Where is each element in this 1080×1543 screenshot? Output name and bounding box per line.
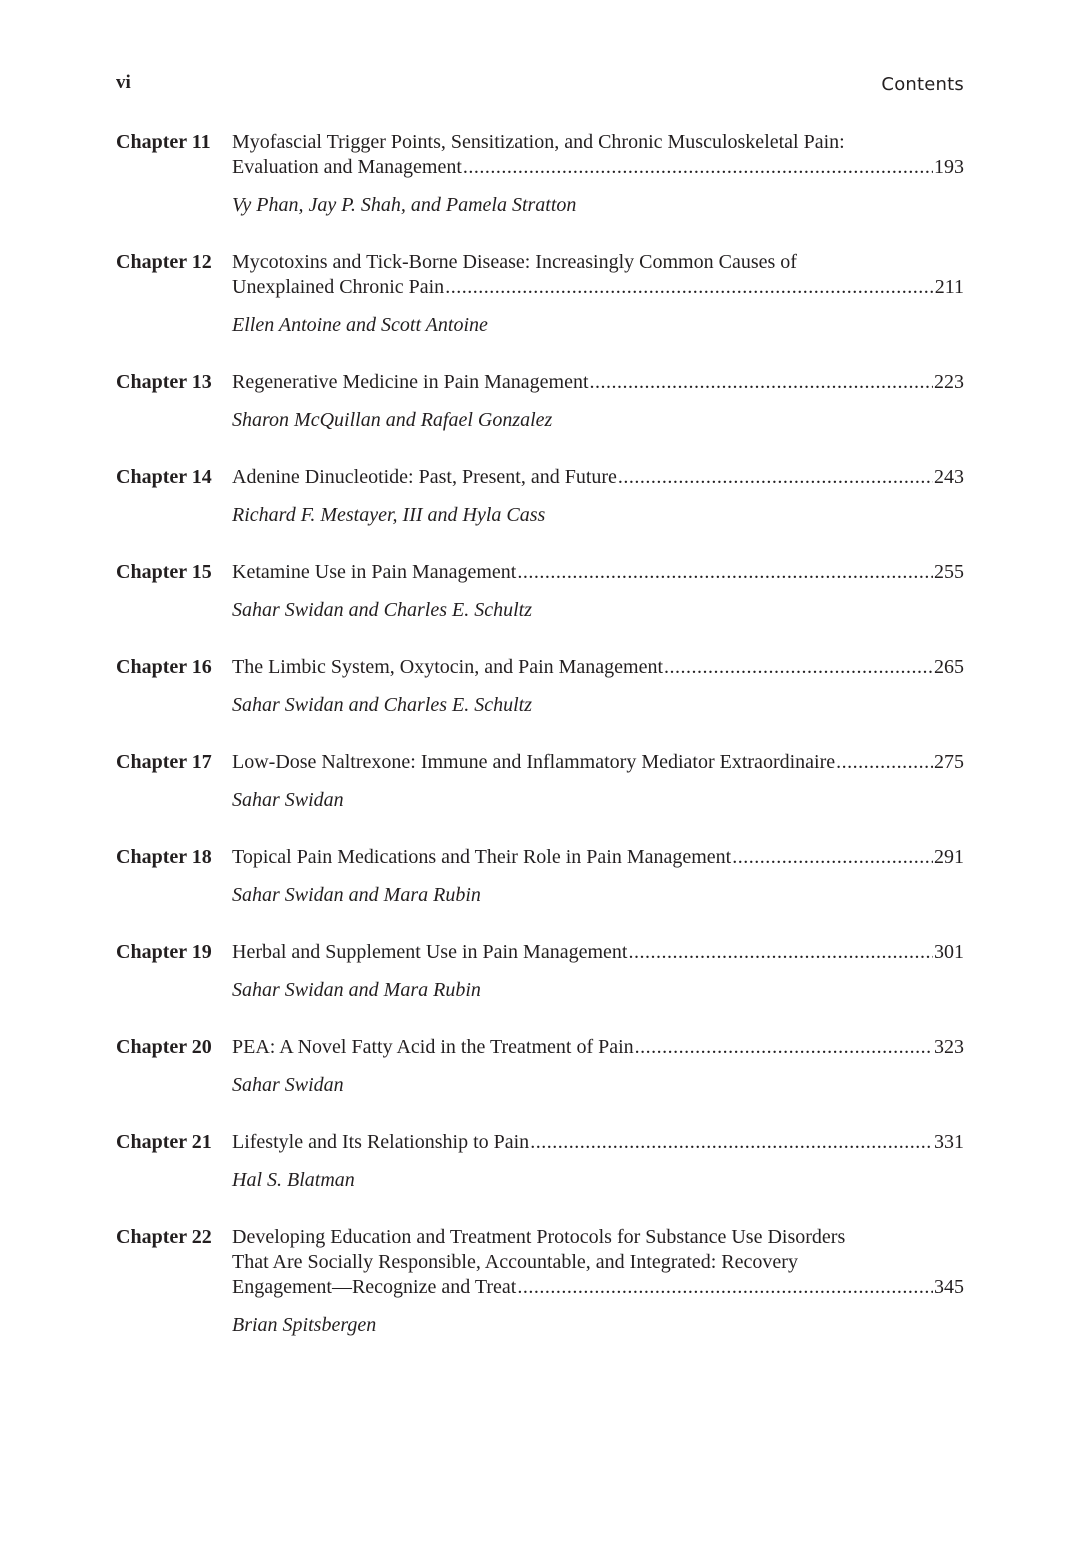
chapter-authors: Sharon McQuillan and Rafael Gonzalez: [232, 409, 553, 431]
chapter-label: Chapter 16: [116, 656, 212, 678]
chapter-title-last-line: [232, 845, 964, 870]
toc-entry[interactable]: [116, 465, 964, 528]
dot-leader: [590, 370, 933, 395]
chapter-title-text: Lifestyle and Its Relationship to Pain: [232, 1131, 530, 1153]
chapter-title-text: Engagement—Recognize and Treat: [232, 1276, 517, 1298]
chapter-title: [232, 655, 964, 680]
dot-leader: [530, 1130, 933, 1155]
chapter-title-text: Regenerative Medicine in Pain Management: [232, 371, 589, 393]
chapter-title-last-line: [232, 465, 964, 490]
chapter-title-last-line: [232, 750, 964, 775]
chapter-title-last-line: [232, 655, 964, 680]
chapter-title: [232, 1035, 964, 1060]
chapter-title-text: Evaluation and Management: [232, 156, 462, 178]
chapter-body: [232, 1225, 964, 1338]
toc-entry[interactable]: [116, 370, 964, 433]
chapter-authors: Sahar Swidan and Mara Rubin: [232, 979, 481, 1001]
chapter-title-line: Developing Education and Treatment Protocols for Substance Use Disorders: [232, 1226, 846, 1248]
dot-leader: [463, 155, 933, 180]
chapter-title: [232, 1130, 964, 1155]
chapter-body: [232, 1035, 964, 1098]
chapter-label: Chapter 17: [116, 751, 212, 773]
dot-leader: [664, 655, 933, 680]
chapter-label: Chapter 18: [116, 846, 212, 868]
chapter-title: [232, 370, 964, 395]
toc-entry[interactable]: [116, 845, 964, 908]
chapter-label: Chapter 19: [116, 941, 212, 963]
chapter-label: Chapter 13: [116, 371, 212, 393]
chapter-title: [232, 250, 964, 300]
chapter-title-last-line: [232, 1275, 964, 1300]
chapter-label: Chapter 22: [116, 1226, 212, 1248]
chapter-body: [232, 370, 964, 433]
page-reference[interactable]: 223: [934, 371, 964, 393]
chapter-label: Chapter 11: [116, 131, 211, 153]
chapter-title-line: That Are Socially Responsible, Accountable, and Integrated: Recovery: [232, 1251, 798, 1273]
chapter-title: [232, 750, 964, 775]
page-reference[interactable]: 193: [934, 156, 964, 178]
chapter-label: Chapter 14: [116, 466, 212, 488]
toc-entry[interactable]: [116, 1035, 964, 1098]
dot-leader: [517, 560, 933, 585]
chapter-body: [232, 940, 964, 1003]
toc-entry[interactable]: [116, 250, 964, 338]
chapter-label: Chapter 15: [116, 561, 212, 583]
chapter-authors: Hal S. Blatman: [232, 1169, 355, 1191]
chapter-title-text: Herbal and Supplement Use in Pain Management: [232, 941, 628, 963]
chapter-title-last-line: [232, 560, 964, 585]
chapter-body: [232, 465, 964, 528]
toc-entry[interactable]: [116, 940, 964, 1003]
chapter-title-line: Myofascial Trigger Points, Sensitization, and Chronic Musculoskeletal Pain:: [232, 131, 845, 153]
page-reference[interactable]: 301: [934, 941, 964, 963]
dot-leader: [732, 845, 933, 870]
chapter-title-text: PEA: A Novel Fatty Acid in the Treatment of Pain: [232, 1036, 634, 1058]
page-reference[interactable]: 275: [934, 751, 964, 773]
page-reference[interactable]: 323: [934, 1036, 964, 1058]
chapter-authors: Ellen Antoine and Scott Antoine: [232, 314, 488, 336]
page-reference[interactable]: 255: [934, 561, 964, 583]
chapter-label: Chapter 21: [116, 1131, 212, 1153]
dot-leader: [618, 465, 933, 490]
chapter-body: [232, 845, 964, 908]
page-reference[interactable]: 291: [934, 846, 964, 868]
chapter-authors: Sahar Swidan and Charles E. Schultz: [232, 694, 533, 716]
toc-entry[interactable]: [116, 655, 964, 718]
chapter-body: [232, 750, 964, 813]
table-of-contents: [116, 130, 964, 1338]
chapter-title-text: Unexplained Chronic Pain: [232, 276, 445, 298]
chapter-body: [232, 1130, 964, 1193]
toc-entry[interactable]: [116, 750, 964, 813]
chapter-body: [232, 560, 964, 623]
chapter-body: [232, 130, 964, 218]
running-head: Contents: [881, 74, 964, 95]
chapter-authors: Sahar Swidan: [232, 789, 344, 811]
chapter-title-last-line: [232, 940, 964, 965]
chapter-authors: Richard F. Mestayer, III and Hyla Cass: [232, 504, 546, 526]
page-reference[interactable]: 265: [934, 656, 964, 678]
chapter-title-last-line: [232, 370, 964, 395]
chapter-title-text: Low-Dose Naltrexone: Immune and Inflammatory Mediator Extraordinaire: [232, 751, 836, 773]
chapter-title-last-line: [232, 1035, 964, 1060]
chapter-title: [232, 130, 964, 180]
page-reference[interactable]: 345: [934, 1276, 964, 1298]
chapter-body: [232, 655, 964, 718]
toc-entry[interactable]: [116, 1225, 964, 1338]
page-reference[interactable]: 243: [934, 466, 964, 488]
toc-entry[interactable]: [116, 130, 964, 218]
dot-leader: [445, 275, 934, 300]
dot-leader: [836, 750, 933, 775]
page-reference[interactable]: 331: [934, 1131, 964, 1153]
dot-leader: [628, 940, 933, 965]
page-number: vi: [116, 72, 131, 93]
dot-leader: [635, 1035, 933, 1060]
chapter-body: [232, 250, 964, 338]
chapter-title: [232, 465, 964, 490]
chapter-title: [232, 560, 964, 585]
chapter-title: [232, 940, 964, 965]
chapter-title-text: The Limbic System, Oxytocin, and Pain Management: [232, 656, 664, 678]
chapter-authors: Sahar Swidan: [232, 1074, 344, 1096]
chapter-label: Chapter 12: [116, 251, 212, 273]
chapter-title-text: Ketamine Use in Pain Management: [232, 561, 517, 583]
chapter-title-last-line: [232, 1130, 964, 1155]
chapter-authors: Vy Phan, Jay P. Shah, and Pamela Stratton: [232, 194, 577, 216]
chapter-title-last-line: [232, 275, 964, 300]
chapter-title-text: Topical Pain Medications and Their Role in Pain Management: [232, 846, 732, 868]
chapter-title-last-line: [232, 155, 964, 180]
chapter-title-line: Mycotoxins and Tick-Borne Disease: Increasingly Common Causes of: [232, 251, 797, 273]
toc-entry[interactable]: [116, 560, 964, 623]
toc-entry[interactable]: [116, 1130, 964, 1193]
chapter-title-text: Adenine Dinucleotide: Past, Present, and Future: [232, 466, 617, 488]
chapter-label: Chapter 20: [116, 1036, 212, 1058]
chapter-authors: Brian Spitsbergen: [232, 1314, 377, 1336]
page-header: [116, 72, 964, 98]
dot-leader: [517, 1275, 933, 1300]
chapter-title: [232, 845, 964, 870]
chapter-authors: Sahar Swidan and Mara Rubin: [232, 884, 481, 906]
chapter-title: [232, 1225, 964, 1300]
page-reference[interactable]: 211: [934, 276, 964, 298]
chapter-authors: Sahar Swidan and Charles E. Schultz: [232, 599, 533, 621]
